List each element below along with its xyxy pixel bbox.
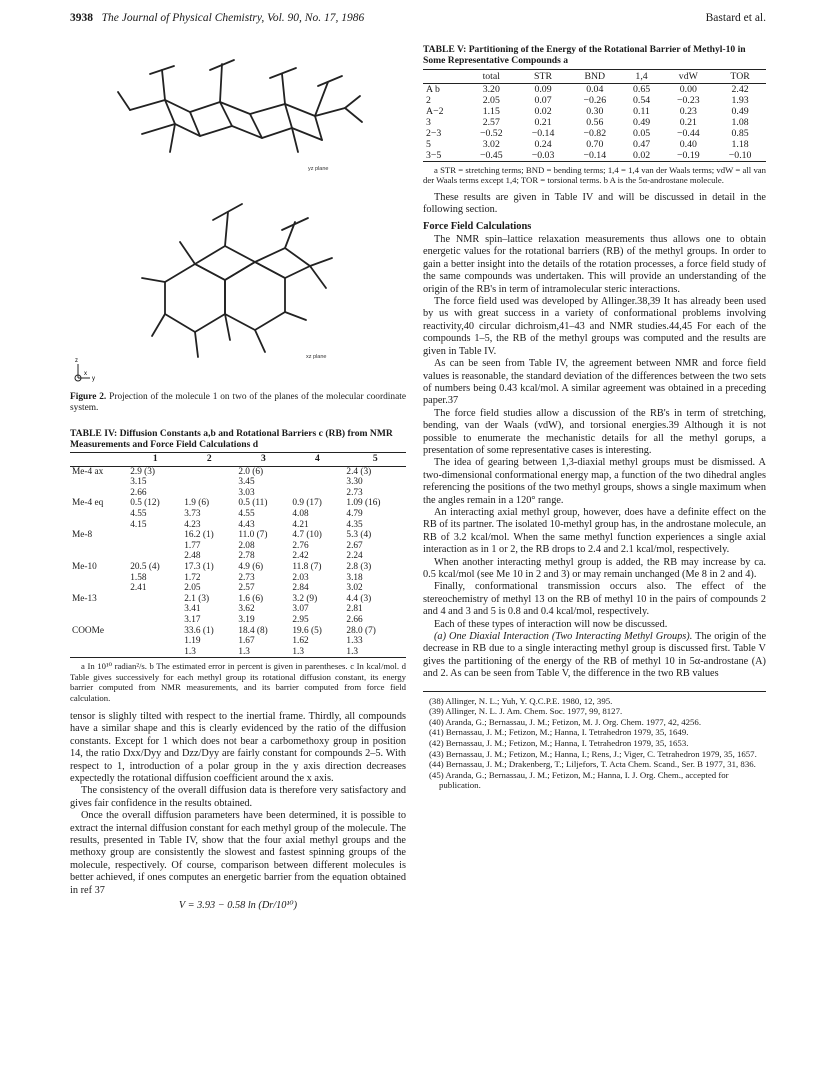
table5-cell: 1.93 (731, 95, 749, 106)
table4-footnote: a In 10¹⁰ radian²/s. b The estimated error in percent is given in parentheses. c In kcal/mol. d Table gives successively for each methyl group its rotational diffusion constant, its energy barrier computed from NMR measurements, and its barrier computed from force field calculation. (70, 661, 406, 703)
table4-row (70, 551, 406, 562)
table5-row (423, 128, 766, 139)
table4-cell: 1.72 (184, 572, 201, 583)
table5-cell: 0.02 (534, 106, 552, 117)
table4-cell: 4.21 (292, 519, 309, 530)
table4-cell: 4.55 (238, 508, 255, 519)
table4-cell: 2.67 (346, 540, 363, 551)
table4-caption-text: Diffusion Constants a,b and Rotational Barriers c (RB) from NMR Measurements and Force Field Calculations d (70, 428, 393, 450)
table5-cell: 0.00 (679, 84, 697, 95)
table4-cell (290, 488, 344, 499)
table4-cell: 1.3 (238, 646, 250, 657)
table4-cell: 2.78 (238, 551, 255, 562)
table4-cell: 1.77 (184, 540, 201, 551)
table4-cell (70, 647, 128, 658)
table5-cell: 0.49 (632, 117, 651, 128)
table5-row (423, 150, 766, 162)
reference-item: (39) Allinger, N. L. J. Am. Chem. Soc. 1977, 99, 8127. (429, 706, 623, 717)
table4-row (70, 604, 406, 615)
table4-cell: Me-4 ax (72, 466, 104, 477)
table4-row (70, 626, 406, 637)
table5-cell: 0.05 (632, 128, 651, 139)
table4-cell: 2.08 (238, 540, 255, 551)
table4-cell (128, 636, 182, 647)
figure-caption-label: Figure 2. (70, 392, 107, 402)
equation: V = 3.93 − 0.58 ln (Dr/10¹⁰) (178, 900, 298, 911)
table4-caption (70, 428, 406, 450)
right-paragraph-10: Each of these types of interaction will now be discussed. (434, 618, 668, 630)
table5-cell: 0.23 (679, 106, 697, 117)
table5-header-cell: STR (517, 70, 569, 84)
table4-cell: 1.6 (6) (238, 593, 264, 604)
table4-cell: Me-13 (72, 593, 97, 604)
figure-caption-text: Projection of the molecule 1 on two of the planes of the molecular coordinate system. (70, 392, 407, 413)
table4-row (70, 573, 406, 584)
table4-cell: 1.62 (292, 636, 309, 647)
table4-cell: 0.9 (17) (292, 498, 322, 509)
table4-cell: 2.57 (238, 583, 255, 594)
reference-item: (43) Bernassau, J. M.; Fetizon, M.; Hanna, I.; Rens, J.; Viger, C. Tetrahedron 1979, 35, 1657. (429, 748, 757, 759)
page-header-authors: Bastard et al. (705, 12, 766, 24)
table5-cell: 0.85 (731, 128, 749, 139)
table4-cell: 3.02 (346, 583, 363, 594)
table4-cell (70, 636, 128, 647)
table4-cell: 2.03 (292, 572, 309, 583)
molecule-projection-figure (70, 52, 406, 392)
table4-cell: 4.9 (6) (238, 561, 264, 572)
axis-x-label: x (84, 371, 87, 377)
table5-cell: 3−5 (426, 150, 442, 161)
table4-cell: 4.79 (346, 508, 363, 519)
table4-cell: 2.24 (346, 551, 363, 562)
table4-cell: 11.8 (7) (292, 561, 322, 572)
right-paragraph-4: As can be seen from Table IV, the agreement between NMR and force field values is reasonable, the standard deviation of the differences between the two sets of numbers being 0.43 kcal/mol. A similar agreement was obtained in a preceding paper.37 (423, 358, 766, 407)
table4-cell: 11.0 (7) (238, 530, 268, 541)
table4-cell: 0.5 (12) (130, 498, 160, 509)
table4-cell (70, 583, 128, 594)
table4-cell (128, 551, 182, 562)
table4-cell: 2.76 (292, 540, 309, 551)
table4-cell: 3.07 (292, 604, 309, 615)
table5-row (423, 117, 766, 128)
table5 (423, 69, 766, 162)
table4-cell: 2.41 (130, 583, 147, 594)
table5-cell: A−2 (426, 106, 444, 117)
table5-header-cell: BND (569, 70, 621, 84)
table5-cell: 2−3 (426, 128, 442, 139)
page-header-left (70, 12, 364, 24)
table5-cell: −0.23 (676, 95, 700, 106)
table5-row (423, 139, 766, 150)
axis-z-label: z (75, 358, 78, 364)
table4-cell: 5.3 (4) (346, 530, 372, 541)
table5-cell: −0.26 (583, 95, 607, 106)
table5-cell: 0.65 (632, 84, 651, 95)
table4-row (70, 594, 406, 605)
table4-row (70, 498, 406, 509)
table5-header-cell: vdW (662, 70, 714, 84)
table4-row (70, 615, 406, 626)
table4-cell: 2.8 (3) (346, 561, 372, 572)
table4-cell (128, 626, 182, 637)
table4-cell (128, 647, 182, 658)
table4-cell: 1.67 (238, 636, 255, 647)
table4-cell (70, 488, 128, 499)
xz-plane-label: xz plane (306, 354, 327, 360)
yz-plane-label: yz plane (308, 166, 329, 172)
table4-cell: 3.41 (184, 604, 201, 615)
table5-cell: 0.70 (586, 139, 604, 150)
table5-row (423, 84, 766, 96)
table4-cell: 3.03 (238, 487, 255, 498)
table5-cell: 0.11 (633, 106, 650, 117)
table4-cell (70, 573, 128, 584)
reference-item: (41) Bernassau, J. M.; Fetizon, M.; Hanna, I. Tetrahedron 1979, 35, 1649. (429, 727, 689, 738)
table5-row (423, 95, 766, 106)
table5-cell: 3.20 (482, 84, 500, 95)
table5-cell: −0.10 (728, 150, 752, 161)
right-paragraph-9: Finally, conformational transmission occurs also. The effect of the stereochemistry of methyl 13 on the RB of methyl 10 in the pairs of compounds 2 and 4 and 3 and 5 is 0.8 and 0.4 kcal/mol, respectively. (423, 581, 766, 618)
table4-cell: Me-8 (72, 530, 93, 541)
table4-cell: Me-10 (72, 561, 97, 572)
table4-cell (290, 466, 344, 477)
table4-cell (70, 551, 128, 562)
table4-cell (70, 541, 128, 552)
table4-cell: 4.15 (130, 519, 147, 530)
table4-row (70, 541, 406, 552)
right-column (423, 44, 766, 791)
right-paragraph-1: These results are given in Table IV and will be discussed in detail in the following section. (423, 191, 766, 216)
table5-cell: 0.49 (731, 106, 749, 117)
table4-header-cell (70, 453, 128, 467)
table4-cell (70, 477, 128, 488)
table5-cell: 0.02 (632, 150, 651, 161)
table5-cell: −0.82 (583, 128, 607, 139)
table4-row (70, 583, 406, 594)
table4-cell: 20.5 (4) (130, 561, 160, 572)
table5-header-cell: total (465, 70, 517, 84)
table5-header-cell: TOR (714, 70, 766, 84)
table5-caption-label: TABLE V: (423, 44, 467, 55)
right-paragraph-11-text: The origin of the decrease in RB due to a single interacting methyl group is discussed first. Table V gives the partitioning of the energy of the RB of methyl 10 in 5α-androstane (A) and 2. As can be seen from Table V, the difference in the two RB values (423, 631, 767, 680)
yz-projection (118, 60, 362, 152)
right-paragraph-2: The NMR spin–lattice relaxation measurements thus allows one to obtain energetic values for the rotational barriers (RB) of the methyl groups. In order to gain a better insight into the details of the rotation processes, a force field study of the same compounds was undertaken. This will provide an understanding of the origin of the RB's in term of intramolecular steric interactions. (423, 234, 766, 295)
xz-projection (142, 204, 332, 357)
table5-row (423, 106, 766, 117)
table4-header-cell: 2 (182, 453, 236, 467)
references (423, 691, 766, 791)
table5-footnote: a STR = stretching terms; BND = bending terms; 1,4 = 1,4 van der Waals terms; vdW = all van der Waals terms except 1,4; TOR = torsional terms. b A is the 5α-androstane molecule. (423, 165, 766, 186)
right-paragraph-11 (423, 631, 766, 681)
table4 (70, 452, 406, 658)
table5-cell: 1.18 (731, 139, 749, 150)
table4-cell: 4.7 (10) (292, 530, 322, 541)
left-paragraph-3: Once the overall diffusion parameters have been determined, it is possible to extract the internal diffusion constant for each methyl group of the molecule. The results, presented in Table IV, show that the four axial methyl groups and the methoxy group are consistently the slowest and fastest spinning groups of the molecule, respectively. Of course, comparison between different molecules is better achieved, if ones computes an energetic barrier from the equation obtained in ref 37 (70, 810, 406, 896)
table4-cell: 2.73 (238, 572, 255, 583)
table4-cell: 2.0 (6) (238, 466, 264, 477)
table4-cell: 3.45 (238, 477, 255, 488)
table4-cell (182, 466, 236, 477)
table5-header-cell (423, 70, 465, 84)
table4-row (70, 562, 406, 573)
right-paragraph-6: The idea of gearing between 1,3-diaxial methyl groups must be dismissed. A two-dimensional conformational energy map, a function of the two dihedral angles referencing the positions of the two methyl groups, shows a single maximum when the angles remain in a 120° range. (423, 457, 766, 506)
table4-cell: 2.84 (292, 583, 309, 594)
table4-cell: 1.3 (292, 646, 304, 657)
table4-cell: 1.33 (346, 636, 363, 647)
table4-row (70, 477, 406, 488)
table4-cell: COOMe (72, 625, 105, 636)
table4-cell (128, 541, 182, 552)
table4-row (70, 520, 406, 531)
table5-cell: −0.14 (583, 150, 607, 161)
table4-cell: 19.6 (5) (292, 625, 322, 636)
table5-cell: 0.40 (679, 139, 697, 150)
table5-cell: 0.21 (679, 117, 697, 128)
table4-cell: 17.3 (1) (184, 561, 214, 572)
table5-cell: 0.47 (632, 139, 651, 150)
left-column (70, 52, 406, 912)
table4-cell: 2.42 (292, 551, 309, 562)
table4-cell: 3.30 (346, 477, 363, 488)
table5-caption (423, 44, 766, 66)
table4-cell: 2.66 (346, 614, 363, 625)
table4-cell: 4.23 (184, 519, 201, 530)
reference-item: (45) Aranda, G.; Bernassau, J. M.; Fetizon, M.; Hanna, I. J. Org. Chem., accepted for publication. (429, 769, 729, 791)
table4-cell: 3.73 (184, 508, 201, 519)
right-paragraph-5: The force field studies allow a discussion of the RB's in term of stretching, bending, van der Waals (vdW), and torsional energies.39 Although it is not possible to enumerate the mechanistic details for all the methyl gorups, a presentation of some representative cases is interesting. (423, 407, 766, 456)
table4-cell (128, 604, 182, 615)
table4-cell: 4.43 (238, 519, 255, 530)
table5-cell: A b (426, 84, 440, 95)
table4-cell: 28.0 (7) (346, 625, 376, 636)
table4-cell (128, 530, 182, 541)
table4-cell: 2.95 (292, 614, 309, 625)
table5-cell: 0.21 (534, 117, 552, 128)
table4-row (70, 530, 406, 541)
reference-item: (42) Bernassau, J. M.; Fetizon, M.; Hanna, I. Tetrahedron 1979, 35, 1653. (429, 738, 689, 749)
table4-header-cell: 3 (236, 453, 290, 467)
table4-cell: 2.9 (3) (130, 466, 156, 477)
table4-cell (70, 615, 128, 626)
table5-cell: 3.02 (482, 139, 500, 150)
table5-cell: 5 (426, 139, 431, 150)
table5-cell: −0.19 (676, 150, 700, 161)
table5-cell: 0.54 (632, 95, 651, 106)
table4-cell (128, 594, 182, 605)
table5-cell: −0.03 (531, 150, 555, 161)
table4-cell: 4.4 (3) (346, 593, 372, 604)
table4-row (70, 647, 406, 658)
table4-cell (70, 520, 128, 531)
table5-cell: −0.14 (531, 128, 555, 139)
table5-cell: 2.05 (482, 95, 500, 106)
table4-header-cell: 1 (128, 453, 182, 467)
table4-cell (70, 509, 128, 520)
table5-cell: 3 (426, 117, 431, 128)
table5-cell: −0.52 (479, 128, 503, 139)
page-number: 3938 (70, 12, 93, 24)
table4-header-cell: 4 (290, 453, 344, 467)
table4-header-cell: 5 (344, 453, 406, 467)
table4-cell: 3.2 (9) (292, 593, 318, 604)
table4-cell: 2.73 (346, 487, 363, 498)
table4-cell: 3.62 (238, 604, 255, 615)
table4-cell: 1.09 (16) (346, 498, 381, 509)
table4-cell (70, 604, 128, 615)
table4-cell: 33.6 (1) (184, 625, 214, 636)
table5-cell: 0.24 (534, 139, 552, 150)
axis-y-label: y (92, 376, 95, 382)
table5-header-cell: 1,4 (621, 70, 663, 84)
reference-item: (44) Bernassau, J. M.; Drakenberg, T.; Liljefors, T. Acta Chem. Scand., Ser. B 1977, 31, 836. (429, 759, 756, 770)
table5-cell: 2.42 (731, 84, 749, 95)
table4-cell: 4.08 (292, 508, 309, 519)
table5-cell: 2.57 (482, 117, 500, 128)
table5-cell: −0.45 (479, 150, 503, 161)
table5-cell: 2 (426, 95, 431, 106)
right-paragraph-3: The force field used was developed by Allinger.38,39 It has already been used by us with great success in a variety of conformational problems involving reactivity,40 circular dichroism,41–43 and NMR studies.44,45 For each of the compounds 1–5, the RB of the methyl groups was computed and the results are given in Table IV. (423, 296, 766, 357)
table4-cell: 3.18 (346, 572, 363, 583)
table4-cell: 16.2 (1) (184, 530, 214, 541)
reference-item: (38) Allinger, N. L.; Yuh, Y. Q.C.P.E. 1980, 12, 395. (429, 695, 613, 706)
reference-item: (40) Aranda, G.; Bernassau, J. M.; Fetizon, M. J. Org. Chem. 1977, 42, 4256. (429, 716, 702, 727)
table4-cell (290, 477, 344, 488)
journal-name: The Journal of Physical Chemistry, Vol. 90, No. 17, 1986 (101, 12, 365, 24)
axes-icon (75, 364, 90, 381)
table4-row (70, 509, 406, 520)
table5-cell: 1.15 (482, 106, 500, 117)
right-paragraph-8: When another interacting methyl group is added, the RB may increase by ca. 0.5 kcal/mol (see Me 10 in 2 and 3) or may remain unchanged (Me 8 in 2 and 4). (423, 556, 766, 580)
table4-cell: 2.81 (346, 604, 363, 615)
right-paragraph-7: An interacting axial methyl group, however, does have a definite effect on the RB of its partner. The isolated 10-methyl group has, in the androstane molecule, an RB of 3.2 kcal/mol. When the same methyl function experiences a single axial interaction as in 1 or 2, the RB drops to 2.4 and 2.1 kcal/mol, respectively. (423, 506, 766, 556)
table4-row (70, 488, 406, 499)
table4-row (70, 636, 406, 647)
table4-cell: 2.66 (130, 487, 147, 498)
table4-cell: 2.1 (3) (184, 593, 210, 604)
table4-cell: 3.17 (184, 614, 201, 625)
table5-cell: −0.44 (676, 128, 700, 139)
table4-cell: 18.4 (8) (238, 625, 268, 636)
table4-cell: 2.05 (184, 583, 201, 594)
table4-cell: 3.15 (130, 477, 147, 488)
table4-row (70, 466, 406, 477)
table4-cell: 0.5 (11) (238, 498, 268, 509)
table4-cell (128, 615, 182, 626)
table5-caption-text: Partitioning of the Energy of the Rotational Barrier of Methyl-10 in Some Representative Compounds a (423, 44, 746, 66)
table4-cell: 2.48 (184, 551, 201, 562)
table4-cell: 1.19 (184, 636, 201, 647)
table5-cell: 0.04 (586, 84, 604, 95)
table4-cell: 1.9 (6) (184, 498, 210, 509)
table4-cell: 2.4 (3) (346, 466, 372, 477)
table4-cell (182, 477, 236, 488)
table4-caption-label: TABLE IV: (70, 428, 118, 439)
subsection-label: (a) One Diaxial Interaction (Two Interacting Methyl Groups). (434, 631, 693, 643)
table5-cell: 0.30 (586, 106, 604, 117)
table5-cell: 0.09 (534, 84, 552, 95)
table5-cell: 1.08 (731, 117, 749, 128)
left-paragraph-2: The consistency of the overall diffusion data is therefore very satisfactory and gives fair confidence in the results obtained. (70, 785, 406, 809)
table5-cell: 0.07 (534, 95, 552, 106)
table4-cell: 1.58 (130, 572, 147, 583)
section-heading: Force Field Calculations (423, 220, 532, 232)
table4-cell: Me-4 eq (72, 498, 104, 509)
table4-cell: 4.55 (130, 508, 147, 519)
left-paragraph-1: tensor is slighly tilted with respect to the inertial frame. Thirdly, all compounds have a similar shape and this is clearly evidenced by the ratio of the diffusion constants. Except for 1 which does not bear a carbomethoxy group in position 14, the ratio Dxx/Dyy and Dzz/Dyy are fairly constant for compounds 2–5. With respect to 1, introduction of a polar group in the y axis direction decreases expectedly the rotational diffusion coefficient around the x axis. (70, 710, 406, 784)
table4-cell: 3.19 (238, 614, 255, 625)
table5-cell: 0.56 (586, 117, 604, 128)
table4-cell (182, 488, 236, 499)
figure-caption (70, 392, 406, 414)
table4-cell: 1.3 (184, 646, 196, 657)
table4-cell: 4.35 (346, 519, 363, 530)
table4-cell: 1.3 (346, 646, 359, 657)
